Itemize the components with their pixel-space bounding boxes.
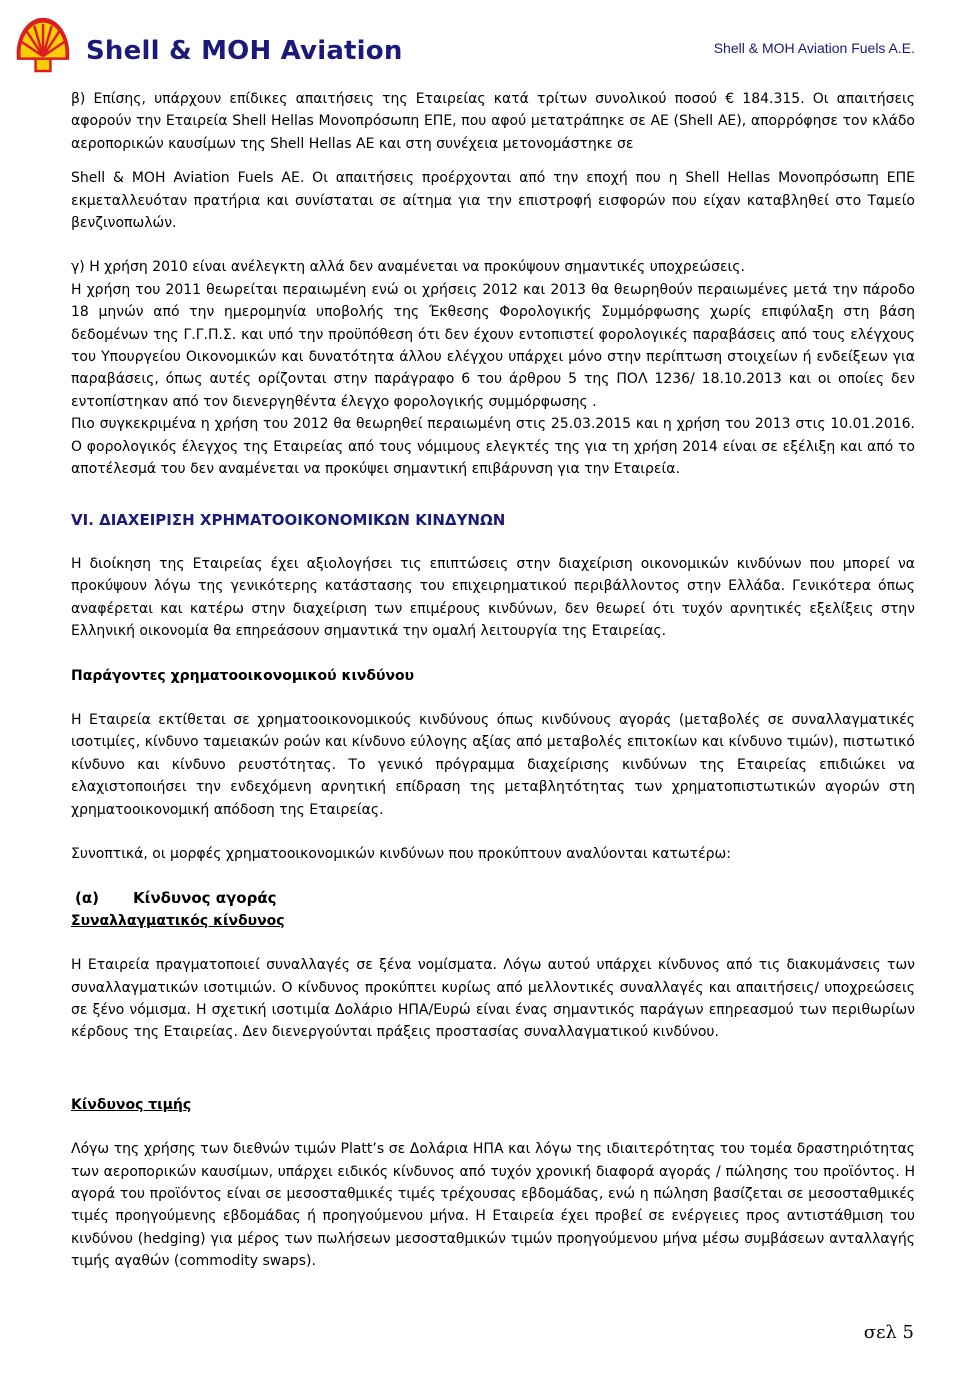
paragraph-c-intro: γ) Η χρήση 2010 είναι ανέλεγκτη αλλά δεν αναμένεται να προκύψουν σημαντικές υποχρεώσεις. [71, 259, 745, 276]
page-header [0, 0, 960, 80]
paragraph-c-detail: Πιο συγκεκριμένα η χρήση του 2012 θα θεωρηθεί περαιωμένη στις 25.03.2015 και η χρήση του 2013 στις 10.01.2016. Ο φορολογικός έλεγχος της Εταιρείας από τους νόμιμους ελεγκτές της για τη χρήση 2014 είναι σε εξέλιξη και από το αποτέλεσμά του δεν αναμένεται να προκύψει σημαντική επιβάρυνση για την Εταιρεία. [71, 416, 915, 478]
market-risk-heading [71, 887, 915, 909]
market-risk-letter: (α) [75, 889, 100, 908]
financial-risk-heading: Παράγοντες χρηματοοικονομικού κινδύνου [71, 667, 415, 684]
document-body [71, 88, 915, 1273]
fx-risk-heading: Συναλλαγματικός κίνδυνος [71, 912, 285, 929]
financial-risk-summary: Συνοπτικά, οι μορφές χρηματοοικονομικών κινδύνων που προκύπτουν αναλύονται κατωτέρω: [71, 845, 731, 862]
paragraph-b-part1: β) Επίσης, υπάρχουν επίδικες απαιτήσεις της Εταιρείας κατά τρίτων συνολικού ποσού € 184.315. Οι απαιτήσεις αφορούν την Εταιρεία Shell Hellas Μονοπρόσωπη ΕΠΕ, που αφού μετατράπηκε σε ΑΕ (Shell AE), απορρόφησε τον κλάδο αεροπορικών καυσίμων της Shell Hellas ΑΕ και στη συνέχεια μετονομάστηκε σε [71, 91, 915, 152]
market-risk-title: Κίνδυνος αγοράς [133, 889, 277, 908]
section-vi-intro: Η διοίκηση της Εταιρείας έχει αξιολογήσει τις επιπτώσεις στην διαχείριση οικονομικών κινδύνων που μπορεί να προκύψουν λόγω της γενικότερης κατάστασης του επιχειρηματικού περιβάλλοντος στην Ελλάδα. Γενικότερα όπως αναφέρεται και κατέρω στην διαχείριση των επιμέρους κινδύνων, δεν θεωρεί ότι τυχόν αρνητικές εξελίξεις στην Ελληνική οικονομία θα επηρεάσουν σημαντικά την ομαλή λειτουργία της Εταιρείας. [71, 555, 915, 640]
fx-risk-body: Η Εταιρεία πραγματοποιεί συναλλαγές σε ξένα νομίσματα. Λόγω αυτού υπάρχει κίνδυνος από τις διακυμάνσεις των συναλλαγματικών ισοτιμιών. Ο κίνδυνος προκύπτει κυρίως από μελλοντικές συναλλαγές και απαιτήσεις/ υποχρεώσεις σε ξένο νόμισμα. Η σχετική ισοτιμία Δολάριο ΗΠΑ/Ευρώ είναι ένας σημαντικός παράγων επηρεασμού των περιθωρίων κέρδους της Εταιρείας. Δεν διενεργούνται πράξεις προστασίας συναλλαγματικού κινδύνου. [71, 957, 915, 1041]
price-risk-heading: Κίνδυνος τιμής [71, 1096, 192, 1113]
shell-pecten-logo [12, 14, 74, 76]
financial-risk-body: Η Εταιρεία εκτίθεται σε χρηματοοικονομικούς κινδύνους όπως κινδύνους αγοράς (μεταβολές σε συναλλαγματικές ισοτιμίες, κίνδυνο ταμειακών ροών και κίνδυνο εύλογης αξίας από μεταβολές επιτοκίων και κίνδυνο τιμών), πιστωτικό κίνδυνο και κίνδυνο ρευστότητας. Το γενικό πρόγραμμα διαχείρισης κινδύνων της Εταιρείας επιδιώκει να ελαχιστοποιήσει την ενδεχόμενη αρνητική επίδραση της μεταβλητότητας των χρηματοπιστωτικών αγορών στη χρηματοοικονομική απόδοση της Εταιρείας. [71, 711, 915, 818]
page-number: σελ 5 [863, 1322, 914, 1343]
company-name: Shell & MOH Aviation Fuels A.E. [713, 40, 915, 56]
brand-title: Shell & MOH Aviation [86, 36, 403, 66]
paragraph-b-part2: Shell & MOH Aviation Fuels AE. Οι απαιτήσεις προέρχονται από την εποχή που η Shell Hellas Μονοπρόσωπη ΕΠΕ εκμεταλλευόταν πρατήρια και συνίσταται σε αίτημα για την επιστροφή εισφορών που είχαν καταβληθεί στο Ταμείο βενζινοπωλών. [71, 170, 915, 232]
price-risk-body: Λόγω της χρήσης των διεθνών τιμών Platt’s σε Δολάρια ΗΠΑ και λόγω της ιδιαιτερότητας του τομέα δραστηριότητας των αεροπορικών καυσίμων, υπάρχει ειδικός κίνδυνος από τυχόν χρονική διαφορά αγοράς / πώλησης του προϊόντος. Η αγορά του προϊόντος είναι σε μεσοσταθμικές τιμές τρέχουσας εβδομάδας, ενώ η πώληση βασίζεται σε μεσοσταθμικές τιμές προηγούμενης εβδομάδας ή προηγούμενου μήνα. Η Εταιρεία έχει προβεί σε ενέργειες προς αντιστάθμιση του κινδύνου (hedging) για μέρος των πωλήσεων μεσοσταθμικών τιμών προηγούμενου μήνα μέσω συμβάσεων ανταλλαγής τιμής αγαθών (commodity swaps). [71, 1141, 915, 1270]
section-vi-title: VI. ΔΙΑΧΕΙΡΙΣΗ ΧΡΗΜΑΤΟΟΙΚΟΝΟΜΙΚΩΝ ΚΙΝΔΥΝΩΝ [71, 510, 506, 529]
paragraph-c-body: Η χρήση του 2011 θεωρείται περαιωμένη ενώ οι χρήσεις 2012 και 2013 θα θεωρηθούν περαιωμένες μετά την πάροδο 18 μηνών από την ημερομηνία υποβολής της Έκθεσης Φορολογικής Συμμόρφωσης χωρίς επιφύλαξη στη βάση δεδομένων της Γ.Γ.Π.Σ. και υπό την προϋπόθεση ότι δεν έχουν εντοπιστεί φορολογικές παραβάσεις από τους ελέγχους του Υπουργείου Οικονομικών και δυνατότητα άλλου ελέγχου υπάρχει μόνο στην περίπτωση στοιχείων ή ενδείξεων για παραβάσεις, όπως αυτές ορίζονται στην παράγραφο 6 του άρθρου 5 της ΠΟΛ 1236/ 18.10.2013 και οι οποίες δεν εντοπίστηκαν από τον διενεργηθέντα έλεγχο φορολογικής συμμόρφωσης . [71, 281, 915, 410]
